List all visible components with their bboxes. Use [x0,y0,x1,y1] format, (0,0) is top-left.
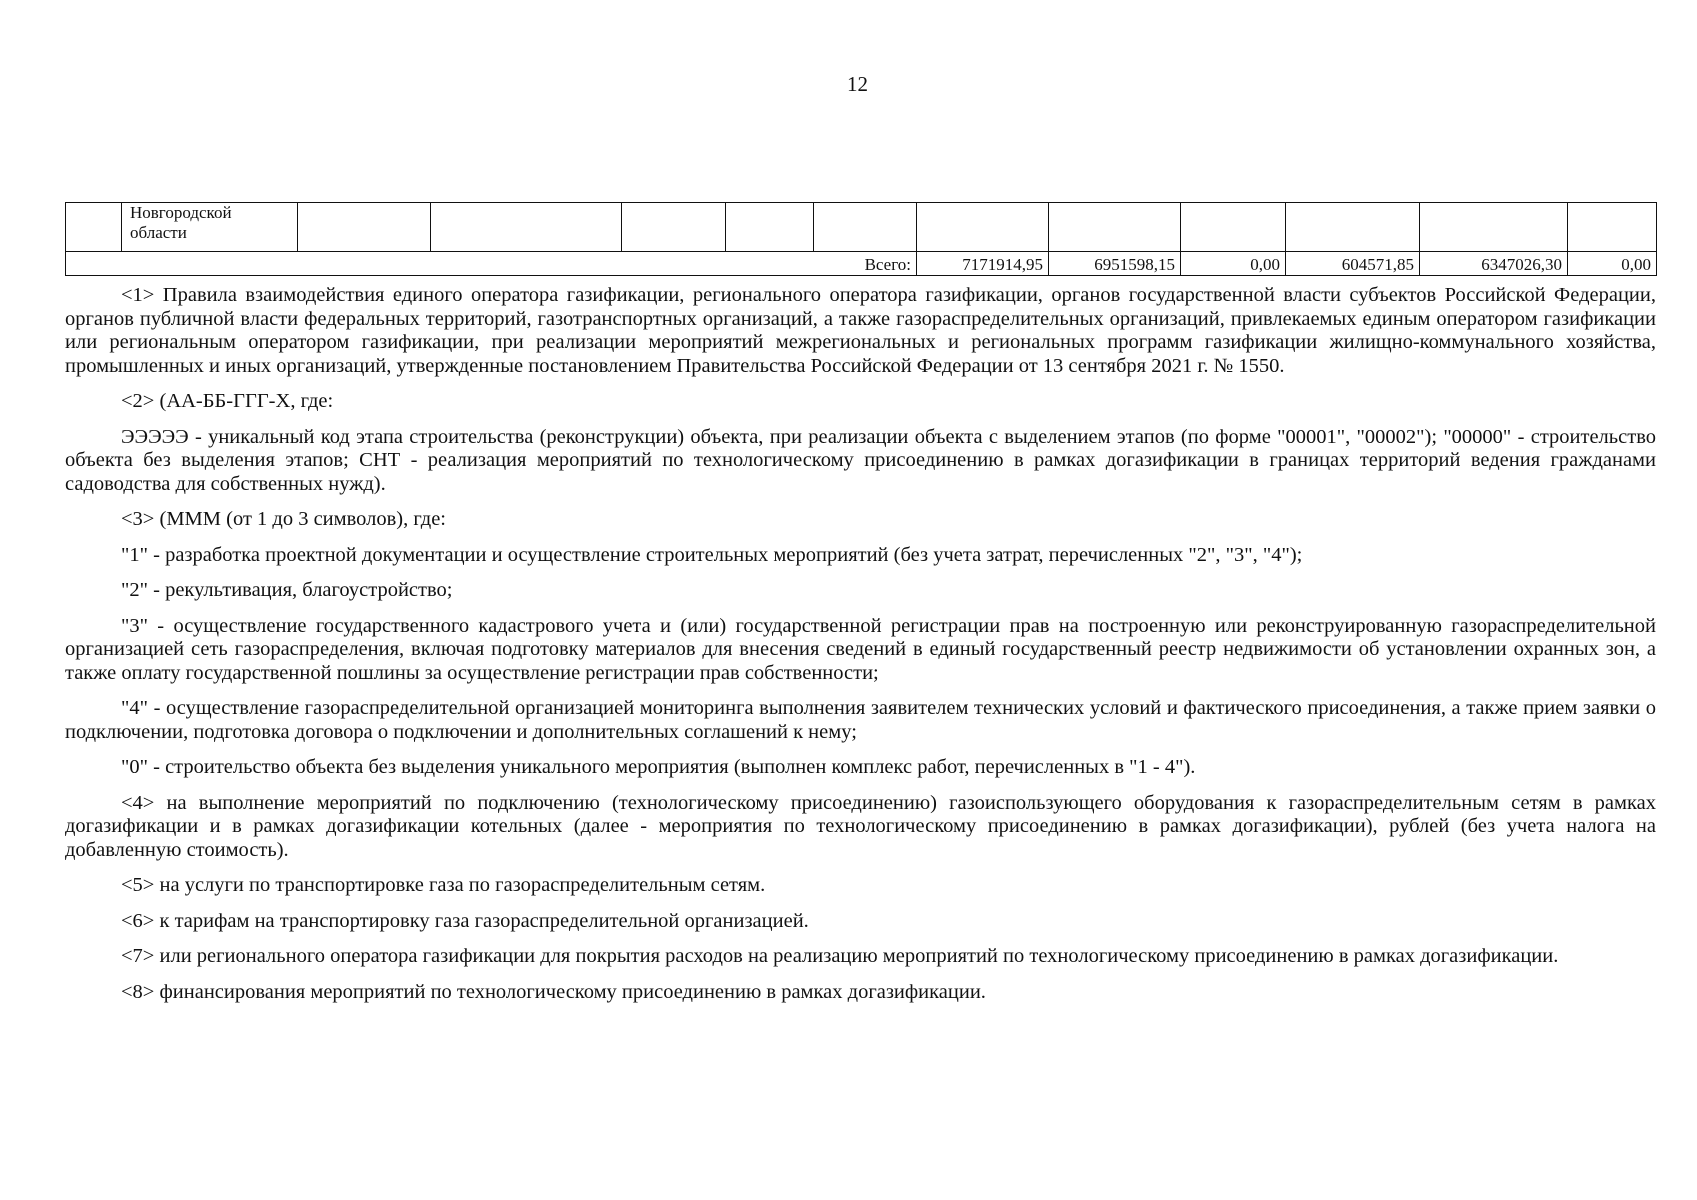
footnote: <4> на выполнение мероприятий по подключению (технологическому присоединению) газоиспользующего оборудования к газораспределительным сетям в рамках догазификации и в рамках догазификации котельных (далее - мероприятия по технологическому присоединению в рамках догазификации), рублей (без учета налога на добавленную стоимость). [65,791,1656,861]
table-cell [1049,203,1181,252]
table-cell [1568,203,1657,252]
table-cell [66,203,122,252]
table-cell [1286,203,1420,252]
total-value: 0,00 [1568,252,1657,276]
data-table [65,202,1657,276]
table-cell [622,203,726,252]
footnote: "0" - строительство объекта без выделения уникального мероприятия (выполнен комплекс работ, перечисленных в "1 - 4"). [121,756,1196,778]
footnote: <1> Правила взаимодействия единого оператора газификации, регионального оператора газификации, органов государственной власти субъектов Российской Федерации, органов публичной власти федеральных территорий, газотранспортных организаций, а также газораспределительных организаций, привлекаемых единым оператором газификации или региональным оператором газификации, при реализации мероприятий межрегиональных и региональных программ газификации жилищно-коммунального хозяйства, промышленных и иных организаций, утвержденные постановлением Правительства Российской Федерации от 13 сентября 2021 г. № 1550. [65,284,1656,377]
total-value: 6951598,15 [1049,252,1181,276]
total-value: 604571,85 [1286,252,1420,276]
footnote: <3> (МММ (от 1 до 3 символов), где: [121,508,446,530]
footnote: <2> (АА-ББ-ГГГ-Х, где: [121,390,334,412]
table-cell [1181,203,1286,252]
table-cell [726,203,814,252]
footnote: ЭЭЭЭЭ - уникальный код этапа строительства (реконструкции) объекта, при реализации объекта с выделением этапов (по форме "00001", "00002"); "00000" - строительство объекта без выделения этапов; СНТ - реализация мероприятий по технологическому присоединению в рамках догазификации в границах территорий ведения гражданами садоводства для собственных нужд). [65,425,1656,495]
total-label: Всего: [66,252,917,276]
total-value: 0,00 [1181,252,1286,276]
table-cell [1420,203,1568,252]
footnote: <7> или регионального оператора газификации для покрытия расходов на реализацию мероприятий по технологическому присоединению в рамках догазификации. [121,945,1559,967]
footnote: "1" - разработка проектной документации и осуществление строительных мероприятий (без учета затрат, перечисленных "2", "3", "4"); [121,543,1303,566]
total-value: 7171914,95 [917,252,1049,276]
region-cell: Новгородской области [122,203,298,252]
table-cell [298,203,431,252]
table-cell [917,203,1049,252]
page-number: 12 [847,72,868,96]
total-value: 6347026,30 [1420,252,1568,276]
footnote: <8> финансирования мероприятий по технологическому присоединению в рамках догазификации. [121,980,986,1003]
footnotes [65,284,1656,1016]
table-row [66,203,1657,252]
footnote: "3" - осуществление государственного кадастрового учета и (или) государственной регистрации прав на построенную или реконструированную газораспределительной организацией сеть газораспределения, включая подготовку материалов для внесения сведений в единый государственный реестр недвижимости об установлении охранных зон, а также оплату государственной пошлины за осуществление регистрации прав собственности; [65,614,1656,684]
footnote: "4" - осуществление газораспределительной организацией мониторинга выполнения заявителем технических условий и фактического присоединения, а также прием заявки о подключении, подготовка договора о подключении и дополнительных соглашений к нему; [65,697,1656,743]
footnote: <5> на услуги по транспортировке газа по газораспределительным сетям. [121,874,766,896]
table-cell [431,203,622,252]
footnote: <6> к тарифам на транспортировку газа газораспределительной организацией. [121,909,809,932]
footnote: "2" - рекультивация, благоустройство; [121,579,453,601]
table-cell [814,203,917,252]
total-row [66,252,1657,276]
